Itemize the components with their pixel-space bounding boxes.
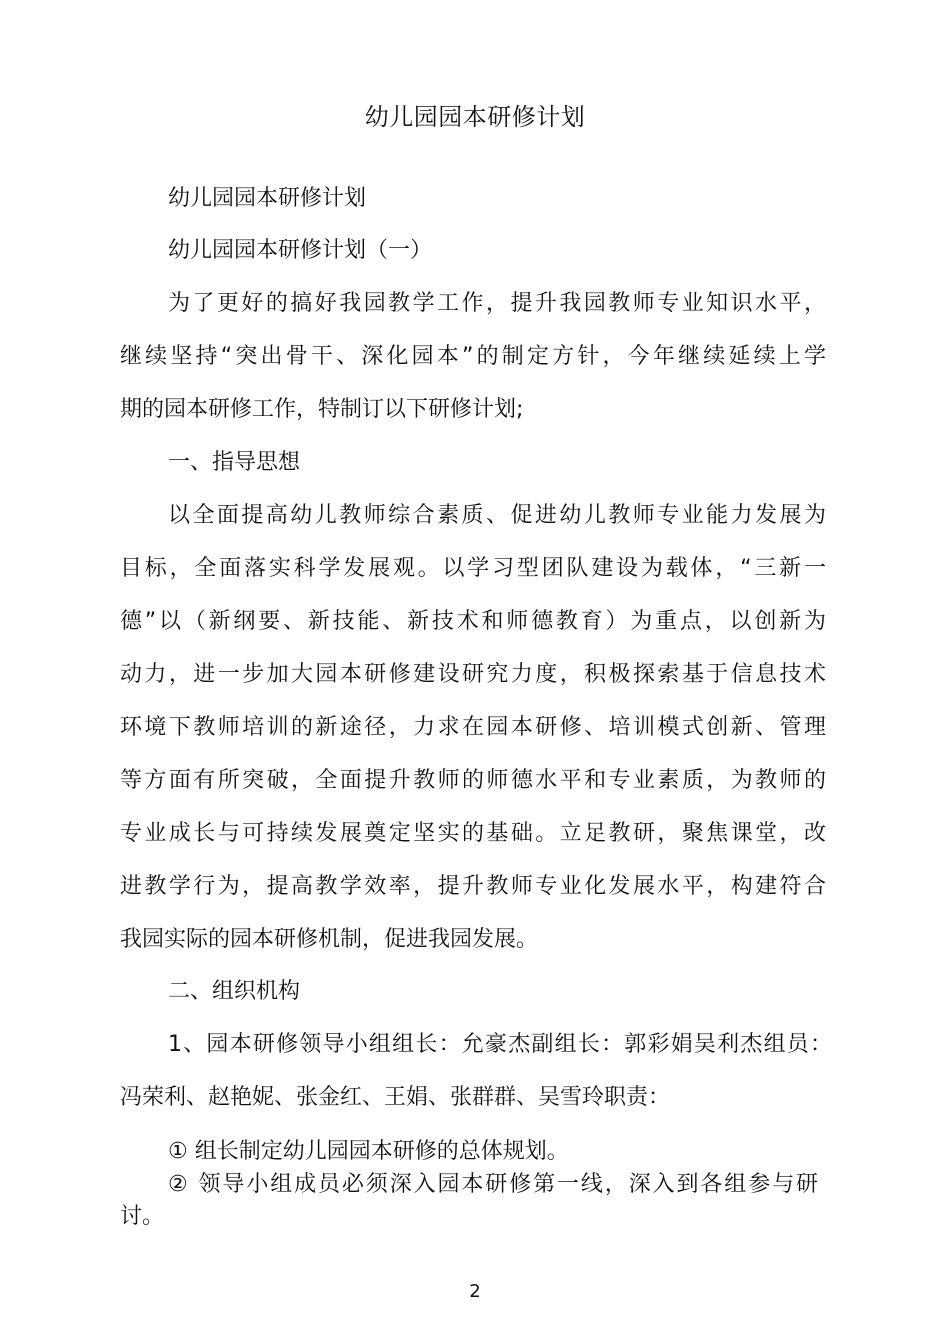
duty-item: ① 组长制定幼儿园园本研修的总体规划。 [168,1139,569,1164]
duty-item-continuation: 讨。 [120,1204,165,1229]
paragraph-line: 冯荣利、赵艳妮、张金红、王娟、张群群、吴雪玲职责： [120,1085,671,1110]
paragraph-line: 环境下教师培训的新途径，力求在园本研修、培训模式创新、管理 [120,715,826,740]
paragraph-line: 动力，进一步加大园本研修建设研究力度，积极探索基于信息技术 [120,662,826,687]
page-title: 幼儿园园本研修计划 [364,103,586,131]
duty-item: ② 领导小组成员必须深入园本研修第一线，深入到各组参与研 [168,1172,818,1197]
paragraph-line: 继续坚持“突出骨干、深化园本”的制定方针，今年继续延续上学 [120,344,826,369]
section-heading: 幼儿园园本研修计划（一） [168,238,433,263]
paragraph-line: 德”以（新纲要、新技能、新技术和师德教育）为重点，以创新为 [120,609,826,634]
section-heading-organization: 二、组织机构 [168,979,301,1004]
paragraph-line: 1、园本研修领导小组组长：允豪杰副组长：郭彩娟吴利杰组员： [168,1032,832,1057]
page-number: 2 [469,1281,481,1302]
subtitle: 幼儿园园本研修计划 [168,186,367,211]
paragraph-line: 目标，全面落实科学发展观。以学习型团队建设为载体，“三新一 [120,556,826,581]
paragraph-line: 我园实际的园本研修机制，促进我园发展。 [120,927,539,952]
paragraph-line: 等方面有所突破，全面提升教师的师德水平和专业素质，为教师的 [120,768,826,793]
paragraph-line: 为了更好的搞好我园教学工作，提升我园教师专业知识水平， [168,291,826,316]
paragraph-line: 期的园本研修工作，特制订以下研修计划; [120,397,524,422]
paragraph-line: 以全面提高幼儿教师综合素质、促进幼儿教师专业能力发展为 [168,503,826,528]
paragraph-line: 专业成长与可持续发展奠定坚实的基础。立足教研，聚焦课堂，改 [120,821,826,846]
paragraph-line: 进教学行为，提高教学效率，提升教师专业化发展水平，构建符合 [120,874,826,899]
section-heading-guiding-thought: 一、指导思想 [168,450,301,475]
